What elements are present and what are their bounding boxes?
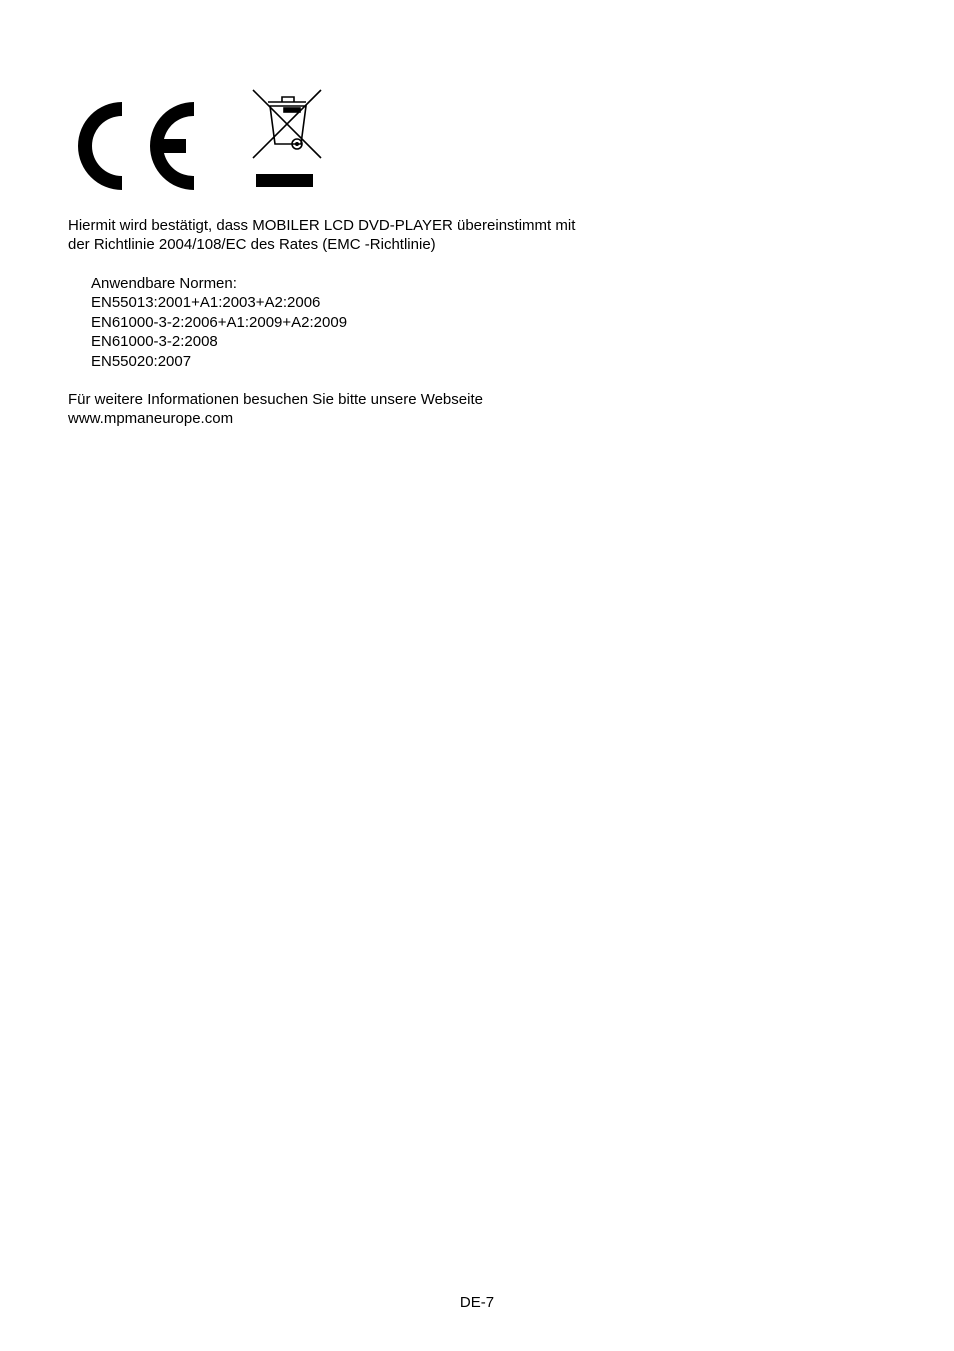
norm-item: EN61000-3-2:2006+A1:2009+A2:2009 bbox=[91, 313, 348, 331]
declaration-line-1: Hiermit wird bestätigt, dass MOBILER LCD DVD-PLAYER übereinstimmt mit bbox=[68, 217, 576, 234]
norms-list bbox=[91, 274, 347, 371]
norm-item: EN55020:2007 bbox=[91, 352, 192, 370]
ce-mark-icon bbox=[74, 102, 198, 190]
norm-item: EN55013:2001+A1:2003+A2:2006 bbox=[91, 294, 321, 312]
crossed-out-wheelie-bin-icon bbox=[250, 88, 324, 190]
norms-heading: Anwendbare Normen: bbox=[91, 275, 237, 292]
info-line: Für weitere Informationen besuchen Sie bitte unsere Webseite bbox=[68, 391, 483, 408]
compliance-logos bbox=[0, 0, 954, 200]
norm-item: EN61000-3-2:2008 bbox=[91, 333, 218, 351]
info-paragraph bbox=[68, 390, 483, 429]
website-link[interactable]: www.mpmaneurope.com bbox=[68, 410, 234, 428]
declaration-paragraph bbox=[68, 216, 575, 255]
page-number: DE-7 bbox=[459, 1294, 495, 1311]
declaration-line-2: der Richtlinie 2004/108/EC des Rates (EMC -Richtlinie) bbox=[68, 236, 436, 254]
